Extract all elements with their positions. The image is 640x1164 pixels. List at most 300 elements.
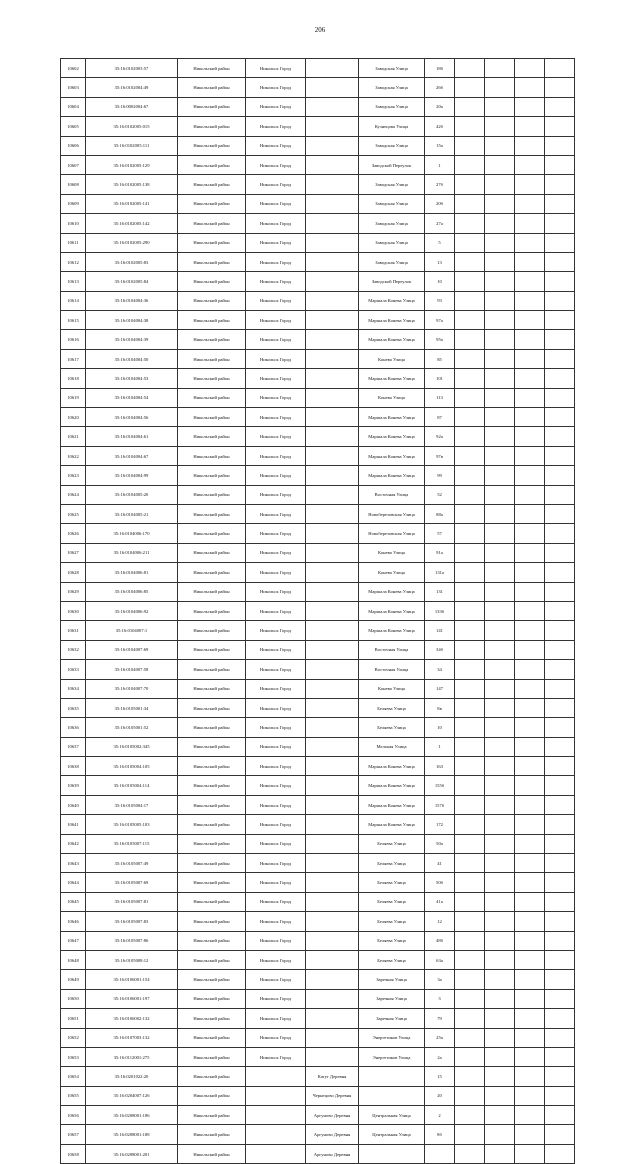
empty-cell — [455, 718, 485, 737]
empty-cell — [455, 175, 485, 194]
house-number-cell: 8б — [425, 1125, 455, 1144]
record-number-cell: 10613 — [61, 272, 86, 291]
empty-cell — [485, 466, 515, 485]
empty-cell — [455, 504, 485, 523]
empty-cell — [515, 59, 545, 78]
empty-cell — [545, 388, 575, 407]
empty-cell — [545, 970, 575, 989]
street-cell: Конева Улица — [359, 679, 425, 698]
table-row — [61, 427, 575, 446]
village-cell — [306, 136, 359, 155]
town-cell: Никольск Город — [246, 854, 306, 873]
empty-cell — [545, 1047, 575, 1066]
street-cell — [359, 1086, 425, 1105]
cadastral-number-cell: 35:16:0201022:20 — [86, 1067, 178, 1086]
empty-cell — [545, 155, 575, 174]
town-cell: Никольск Город — [246, 408, 306, 427]
table-row — [61, 698, 575, 717]
cadastral-number-cell: 35:16:0104006:81 — [86, 563, 178, 582]
house-number-cell: 88а — [425, 504, 455, 523]
record-number-cell: 10630 — [61, 601, 86, 620]
house-number-cell: 157б — [425, 795, 455, 814]
empty-cell — [485, 446, 515, 465]
cadastral-number-cell: 35:16:0102005:142 — [86, 214, 178, 233]
empty-cell — [515, 136, 545, 155]
village-cell — [306, 640, 359, 659]
empty-cell — [545, 718, 575, 737]
empty-cell — [545, 59, 575, 78]
empty-cell — [515, 1028, 545, 1047]
district-cell: Никольский район — [178, 931, 246, 950]
district-cell: Никольский район — [178, 1047, 246, 1066]
empty-cell — [545, 757, 575, 776]
table-row — [61, 834, 575, 853]
district-cell: Никольский район — [178, 466, 246, 485]
address-register-table — [60, 58, 575, 1164]
empty-cell — [455, 543, 485, 562]
village-cell — [306, 892, 359, 911]
empty-cell — [545, 795, 575, 814]
district-cell: Никольский район — [178, 214, 246, 233]
empty-cell — [485, 504, 515, 523]
empty-cell — [485, 970, 515, 989]
house-number-cell: 93 — [425, 291, 455, 310]
house-number-cell: 27а — [425, 214, 455, 233]
house-number-cell: 10 — [425, 718, 455, 737]
record-number-cell: 10632 — [61, 640, 86, 659]
empty-cell — [485, 97, 515, 116]
village-cell — [306, 388, 359, 407]
empty-cell — [545, 601, 575, 620]
empty-cell — [515, 291, 545, 310]
empty-cell — [545, 194, 575, 213]
empty-cell — [515, 504, 545, 523]
town-cell: Никольск Город — [246, 679, 306, 698]
empty-cell — [455, 601, 485, 620]
record-number-cell: 10615 — [61, 311, 86, 330]
record-number-cell: 10651 — [61, 1009, 86, 1028]
cadastral-number-cell: 35:16:0104004:38 — [86, 311, 178, 330]
town-cell: Никольск Город — [246, 834, 306, 853]
empty-cell — [485, 795, 515, 814]
empty-cell — [515, 330, 545, 349]
house-number-cell: 15а — [425, 136, 455, 155]
empty-cell — [545, 311, 575, 330]
district-cell: Никольский район — [178, 757, 246, 776]
district-cell: Никольский район — [178, 1144, 246, 1163]
cadastral-number-cell: 35:16:0208001:186 — [86, 1106, 178, 1125]
cadastral-number-cell: 35:16:0102005:290 — [86, 233, 178, 252]
street-cell: Мелокая Улица — [359, 737, 425, 756]
village-cell — [306, 504, 359, 523]
street-cell: Маршала Конева Улица — [359, 408, 425, 427]
empty-cell — [455, 931, 485, 950]
empty-cell — [455, 1028, 485, 1047]
table-row — [61, 970, 575, 989]
empty-cell — [485, 1009, 515, 1028]
cadastral-number-cell: 35:16:0208001:201 — [86, 1144, 178, 1163]
district-cell: Никольский район — [178, 1106, 246, 1125]
empty-cell — [545, 815, 575, 834]
empty-cell — [485, 78, 515, 97]
village-cell — [306, 117, 359, 136]
empty-cell — [485, 1067, 515, 1086]
street-cell: Кузнецова Улица — [359, 117, 425, 136]
empty-cell — [455, 349, 485, 368]
cadastral-number-cell: 35:16:0112001:275 — [86, 1047, 178, 1066]
cadastral-number-cell: 35:16:0105008:12 — [86, 950, 178, 969]
cadastral-number-cell: 35:16:0106001:154 — [86, 970, 178, 989]
street-cell: Маршала Конева Улица — [359, 795, 425, 814]
village-cell — [306, 1047, 359, 1066]
town-cell: Никольск Город — [246, 1009, 306, 1028]
record-number-cell: 10628 — [61, 563, 86, 582]
empty-cell — [515, 679, 545, 698]
empty-cell — [545, 233, 575, 252]
village-cell — [306, 78, 359, 97]
record-number-cell: 10637 — [61, 737, 86, 756]
street-cell: Беляева Улица — [359, 912, 425, 931]
village-cell — [306, 369, 359, 388]
street-cell: Новоберезовская Улица — [359, 524, 425, 543]
empty-cell — [455, 78, 485, 97]
empty-cell — [545, 504, 575, 523]
district-cell: Никольский район — [178, 78, 246, 97]
empty-cell — [485, 1028, 515, 1047]
empty-cell — [485, 485, 515, 504]
empty-cell — [455, 679, 485, 698]
house-number-cell: 18б — [425, 59, 455, 78]
village-cell — [306, 989, 359, 1008]
empty-cell — [515, 621, 545, 640]
village-cell — [306, 815, 359, 834]
empty-cell — [515, 815, 545, 834]
cadastral-number-cell: 35:16:0105004:17 — [86, 795, 178, 814]
record-number-cell: 10602 — [61, 59, 86, 78]
town-cell: Никольск Город — [246, 873, 306, 892]
district-cell: Никольский район — [178, 679, 246, 698]
record-number-cell: 10616 — [61, 330, 86, 349]
record-number-cell: 10644 — [61, 873, 86, 892]
empty-cell — [515, 155, 545, 174]
street-cell: Беляева Улица — [359, 873, 425, 892]
empty-cell — [485, 776, 515, 795]
village-cell — [306, 601, 359, 620]
empty-cell — [515, 950, 545, 969]
record-number-cell: 10656 — [61, 1106, 86, 1125]
empty-cell — [455, 117, 485, 136]
table-row — [61, 912, 575, 931]
empty-cell — [515, 524, 545, 543]
district-cell: Никольский район — [178, 524, 246, 543]
empty-cell — [545, 582, 575, 601]
village-cell — [306, 795, 359, 814]
cadastral-number-cell: 35:16:0105007:115 — [86, 834, 178, 853]
house-number-cell: 79 — [425, 1009, 455, 1028]
empty-cell — [515, 446, 545, 465]
empty-cell — [515, 175, 545, 194]
empty-cell — [485, 543, 515, 562]
house-number-cell: 20а — [425, 97, 455, 116]
record-number-cell: 10636 — [61, 718, 86, 737]
house-number-cell: 42б — [425, 117, 455, 136]
empty-cell — [455, 815, 485, 834]
village-cell — [306, 912, 359, 931]
empty-cell — [455, 272, 485, 291]
empty-cell — [515, 660, 545, 679]
table-row — [61, 311, 575, 330]
town-cell: Никольск Город — [246, 466, 306, 485]
empty-cell — [545, 621, 575, 640]
town-cell: Никольск Город — [246, 776, 306, 795]
district-cell: Никольский район — [178, 97, 246, 116]
empty-cell — [485, 640, 515, 659]
cadastral-number-cell: 35:16:0105002:345 — [86, 737, 178, 756]
town-cell: Никольск Город — [246, 175, 306, 194]
empty-cell — [485, 59, 515, 78]
table-row — [61, 136, 575, 155]
empty-cell — [455, 446, 485, 465]
village-cell — [306, 466, 359, 485]
empty-cell — [485, 892, 515, 911]
empty-cell — [485, 737, 515, 756]
empty-cell — [515, 252, 545, 271]
street-cell: Маршала Конева Улица — [359, 427, 425, 446]
district-cell: Никольский район — [178, 718, 246, 737]
village-cell — [306, 563, 359, 582]
house-number-cell: 57 — [425, 524, 455, 543]
empty-cell — [545, 1086, 575, 1105]
house-number-cell: 163 — [425, 757, 455, 776]
empty-cell — [455, 408, 485, 427]
district-cell: Никольский район — [178, 1067, 246, 1086]
cadastral-number-cell: 35:16:0102005:138 — [86, 175, 178, 194]
empty-cell — [545, 1125, 575, 1144]
empty-cell — [455, 214, 485, 233]
village-cell — [306, 485, 359, 504]
empty-cell — [515, 989, 545, 1008]
district-cell: Никольский район — [178, 369, 246, 388]
record-number-cell: 10646 — [61, 912, 86, 931]
record-number-cell: 10633 — [61, 660, 86, 679]
district-cell: Никольский район — [178, 543, 246, 562]
cadastral-number-cell: 35:16:0105004:114 — [86, 776, 178, 795]
empty-cell — [455, 873, 485, 892]
table-row — [61, 291, 575, 310]
empty-cell — [455, 1009, 485, 1028]
record-number-cell: 10648 — [61, 950, 86, 969]
record-number-cell: 10640 — [61, 795, 86, 814]
table-row — [61, 1144, 575, 1163]
table-row — [61, 776, 575, 795]
town-cell — [246, 1106, 306, 1125]
street-cell: Маршала Конева Улица — [359, 582, 425, 601]
record-number-cell: 10638 — [61, 757, 86, 776]
town-cell: Никольск Город — [246, 194, 306, 213]
street-cell: Беляева Улица — [359, 718, 425, 737]
town-cell: Никольск Город — [246, 136, 306, 155]
record-number-cell: 10617 — [61, 349, 86, 368]
street-cell: Центральная Улица — [359, 1106, 425, 1125]
empty-cell — [515, 1106, 545, 1125]
table-row — [61, 194, 575, 213]
cadastral-number-cell: 35:16:0104004:56 — [86, 408, 178, 427]
street-cell: Заводская Улица — [359, 97, 425, 116]
empty-cell — [515, 776, 545, 795]
empty-cell — [515, 369, 545, 388]
record-number-cell: 10608 — [61, 175, 86, 194]
table-row — [61, 815, 575, 834]
empty-cell — [515, 1125, 545, 1144]
record-number-cell: 10658 — [61, 1144, 86, 1163]
cadastral-number-cell: 35:16:0105007:49 — [86, 854, 178, 873]
record-number-cell: 10607 — [61, 155, 86, 174]
empty-cell — [545, 175, 575, 194]
village-cell — [306, 214, 359, 233]
house-number-cell: 172 — [425, 815, 455, 834]
district-cell: Никольский район — [178, 194, 246, 213]
village-cell — [306, 175, 359, 194]
record-number-cell: 10627 — [61, 543, 86, 562]
table-row — [61, 446, 575, 465]
empty-cell — [545, 214, 575, 233]
empty-cell — [545, 931, 575, 950]
district-cell: Никольский район — [178, 1125, 246, 1144]
district-cell: Никольский район — [178, 737, 246, 756]
house-number-cell: 63а — [425, 950, 455, 969]
cadastral-number-cell: 35:16:0104004:36 — [86, 291, 178, 310]
cadastral-number-cell: 35:16:0102005:129 — [86, 155, 178, 174]
village-cell: Аргуново Деревня — [306, 1125, 359, 1144]
district-cell: Никольский район — [178, 272, 246, 291]
village-cell — [306, 59, 359, 78]
street-cell: Маршала Конева Улица — [359, 776, 425, 795]
empty-cell — [485, 1125, 515, 1144]
empty-cell — [485, 931, 515, 950]
table-row — [61, 369, 575, 388]
district-cell: Никольский район — [178, 601, 246, 620]
empty-cell — [545, 834, 575, 853]
town-cell: Никольск Город — [246, 815, 306, 834]
district-cell: Никольский район — [178, 621, 246, 640]
empty-cell — [485, 388, 515, 407]
street-cell: Центральная Улица — [359, 1125, 425, 1144]
house-number-cell: 91а — [425, 543, 455, 562]
empty-cell — [515, 970, 545, 989]
record-number-cell: 10635 — [61, 698, 86, 717]
empty-cell — [545, 912, 575, 931]
cadastral-number-cell: 35:16:0104007:58 — [86, 660, 178, 679]
record-number-cell: 10641 — [61, 815, 86, 834]
cadastral-number-cell: 35:16:0104004:39 — [86, 330, 178, 349]
empty-cell — [455, 698, 485, 717]
record-number-cell: 10645 — [61, 892, 86, 911]
street-cell: Заречная Улица — [359, 1009, 425, 1028]
house-number-cell: 15 — [425, 1067, 455, 1086]
cadastral-number-cell: 35:16:0104004:99 — [86, 466, 178, 485]
village-cell — [306, 776, 359, 795]
empty-cell — [515, 931, 545, 950]
table-row — [61, 660, 575, 679]
village-cell — [306, 679, 359, 698]
house-number-cell: 131 — [425, 582, 455, 601]
cadastral-number-cell: 35:16:0105007:83 — [86, 912, 178, 931]
table-row — [61, 1067, 575, 1086]
empty-cell — [545, 737, 575, 756]
district-cell: Никольский район — [178, 59, 246, 78]
table-row — [61, 640, 575, 659]
empty-cell — [485, 233, 515, 252]
record-number-cell: 10653 — [61, 1047, 86, 1066]
empty-cell — [485, 621, 515, 640]
table-row — [61, 388, 575, 407]
cadastral-number-cell: 35:16:0102005:015 — [86, 117, 178, 136]
empty-cell — [515, 272, 545, 291]
record-number-cell: 10629 — [61, 582, 86, 601]
town-cell: Никольск Город — [246, 737, 306, 756]
town-cell: Никольск Город — [246, 757, 306, 776]
empty-cell — [455, 1086, 485, 1105]
empty-cell — [455, 854, 485, 873]
district-cell: Никольский район — [178, 776, 246, 795]
house-number-cell: 85 — [425, 349, 455, 368]
empty-cell — [485, 175, 515, 194]
record-number-cell: 10649 — [61, 970, 86, 989]
town-cell: Никольск Город — [246, 233, 306, 252]
empty-cell — [455, 427, 485, 446]
table-row — [61, 892, 575, 911]
empty-cell — [545, 136, 575, 155]
table-row — [61, 931, 575, 950]
table-row — [61, 563, 575, 582]
street-cell: Маршала Конева Улица — [359, 815, 425, 834]
empty-cell — [485, 408, 515, 427]
town-cell: Никольск Город — [246, 1028, 306, 1047]
district-cell: Никольский район — [178, 155, 246, 174]
table-row — [61, 78, 575, 97]
village-cell: Аргуново Деревня — [306, 1144, 359, 1163]
table-row — [61, 679, 575, 698]
house-number-cell: 10 — [425, 272, 455, 291]
village-cell — [306, 834, 359, 853]
empty-cell — [545, 78, 575, 97]
district-cell: Никольский район — [178, 854, 246, 873]
empty-cell — [455, 950, 485, 969]
empty-cell — [545, 1028, 575, 1047]
empty-cell — [485, 1047, 515, 1066]
table-row — [61, 621, 575, 640]
empty-cell — [545, 524, 575, 543]
empty-cell — [485, 601, 515, 620]
empty-cell — [545, 446, 575, 465]
empty-cell — [515, 582, 545, 601]
cadastral-number-cell: 35:16:0208001:188 — [86, 1125, 178, 1144]
empty-cell — [485, 1106, 515, 1125]
house-number-cell: 12 — [425, 912, 455, 931]
district-cell: Никольский район — [178, 485, 246, 504]
village-cell — [306, 873, 359, 892]
town-cell: Никольск Город — [246, 563, 306, 582]
empty-cell — [545, 1009, 575, 1028]
house-number-cell: 5 — [425, 233, 455, 252]
empty-cell — [515, 1047, 545, 1066]
cadastral-number-cell: 35:16:0102005:84 — [86, 272, 178, 291]
empty-cell — [485, 524, 515, 543]
empty-cell — [485, 252, 515, 271]
house-number-cell: 34б — [425, 640, 455, 659]
street-cell: Беляева Улица — [359, 834, 425, 853]
record-number-cell: 10606 — [61, 136, 86, 155]
